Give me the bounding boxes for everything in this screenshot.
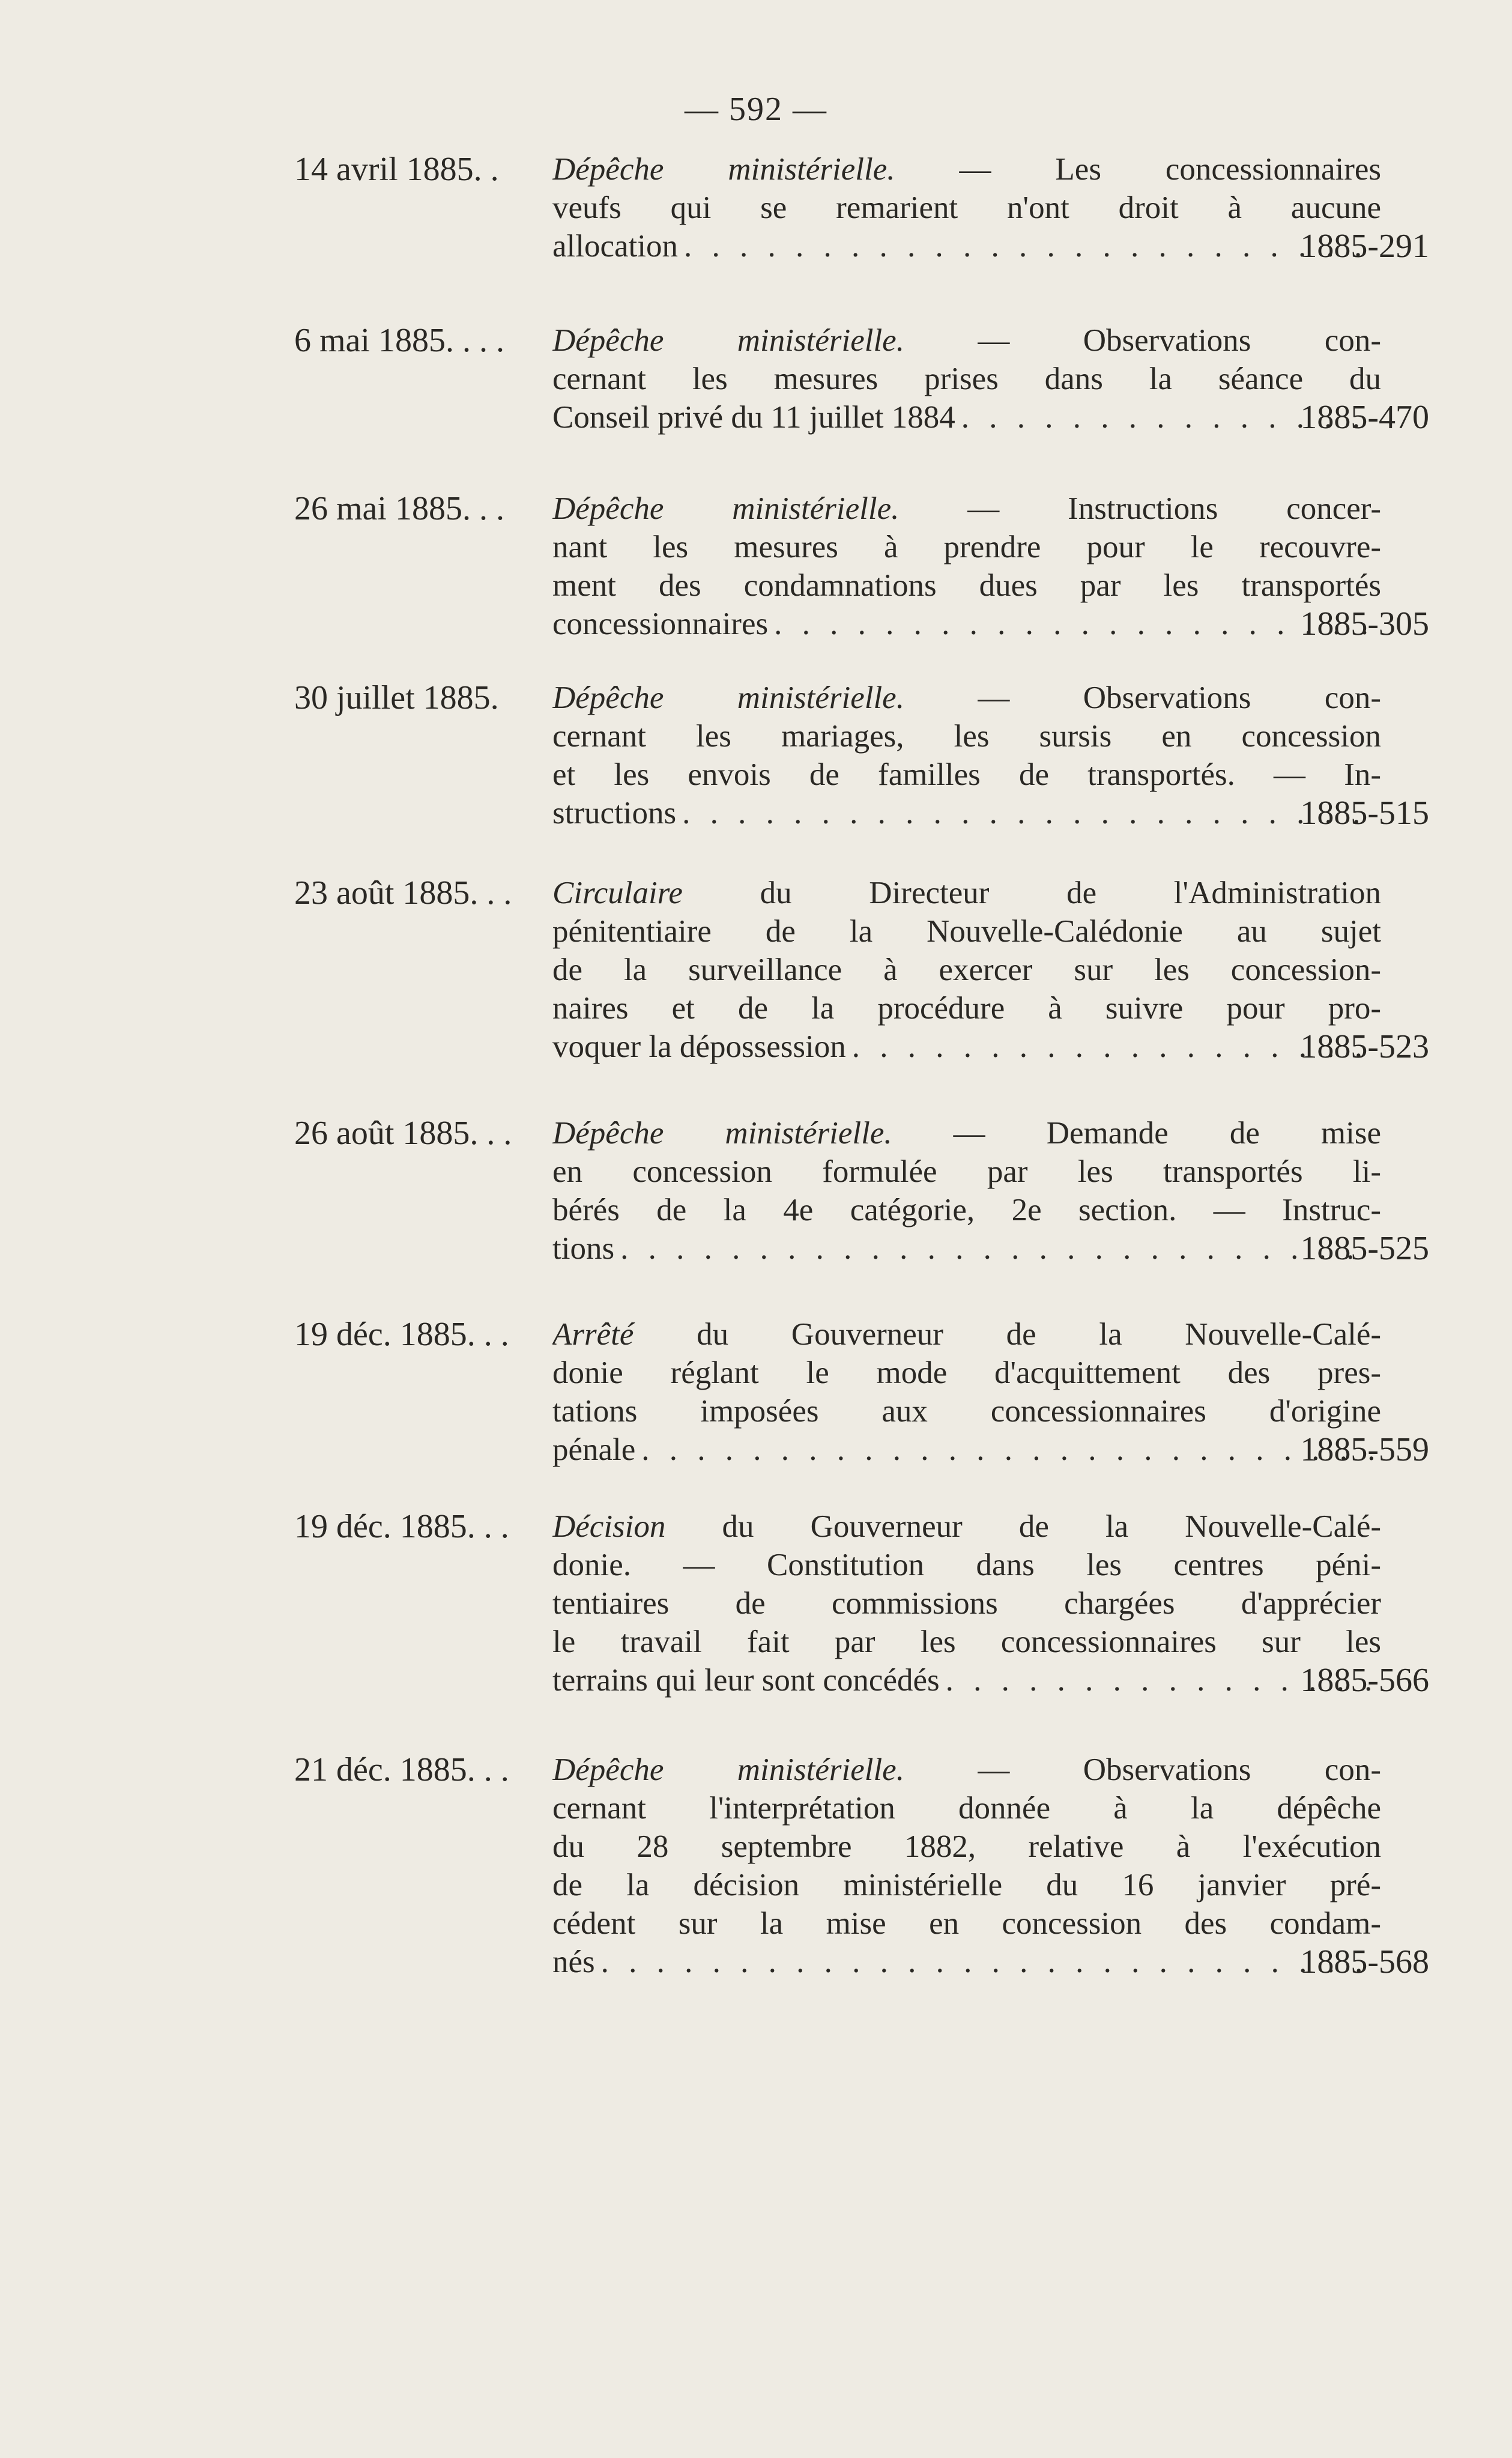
entry-text: de la surveillance à exercer sur les concession- (552, 952, 1381, 987)
entry-line (552, 1354, 1381, 1392)
entry-text: bérés de la 4e catégorie, 2e section. — Instruc- (552, 1193, 1381, 1227)
entry-line (552, 150, 1381, 189)
entry-line (552, 528, 1381, 566)
document-type: Circulaire (552, 876, 683, 910)
entry-line (552, 605, 1381, 643)
entry-line (552, 1315, 1381, 1354)
entry-text: allocation (552, 229, 678, 264)
entry-text: ment des condamnations dues par les transportés (552, 568, 1381, 603)
dot-leader (641, 1430, 1375, 1469)
entry-date: 26 août 1885. . . (294, 1115, 512, 1152)
entry-line (552, 1152, 1381, 1191)
entry-line (552, 1507, 1381, 1546)
entry-line (552, 717, 1381, 755)
entry-text: — Observations con- (978, 680, 1381, 715)
reference-number: 1885-568 (1300, 1943, 1429, 1981)
entry-line (552, 1623, 1381, 1661)
reference-number: 1885-305 (1300, 605, 1429, 643)
entry-text: pénitentiaire de la Nouvelle-Calédonie au sujet (552, 914, 1381, 949)
entry-line (552, 794, 1381, 832)
reference-number: 1885-559 (1300, 1431, 1429, 1468)
entry-date: 19 déc. 1885. . . (294, 1508, 509, 1545)
entry-text: nés (552, 1945, 595, 1979)
entry-text: voquer la dépossession (552, 1029, 846, 1064)
document-type: Arrêté (552, 1317, 634, 1352)
entry-line (552, 1392, 1381, 1430)
entry-text: donie. — Constitution dans les centres péni- (552, 1548, 1381, 1582)
entry-line (552, 566, 1381, 605)
entry-date: 19 déc. 1885. . . (294, 1316, 509, 1353)
entry-date: 23 août 1885. . . (294, 874, 512, 912)
entry-text: tations imposées aux concessionnaires d'origine (552, 1394, 1381, 1429)
entry-text: nant les mesures à prendre pour le recouvre- (552, 530, 1381, 565)
entry-description (552, 679, 1381, 832)
reference-number: 1885-523 (1300, 1028, 1429, 1065)
reference-number: 1885-515 (1300, 795, 1429, 832)
entry-line (552, 1430, 1381, 1469)
entry-line (552, 1114, 1381, 1152)
entry-text: de la décision ministérielle du 16 janvier pré- (552, 1868, 1381, 1903)
entry-description (552, 1751, 1381, 1981)
entry-date: 6 mai 1885. . . . (294, 322, 504, 359)
entry-line (552, 912, 1381, 951)
entry-line (552, 489, 1381, 528)
entry-line (552, 1789, 1381, 1827)
entry-text: le travail fait par les concessionnaires sur les (552, 1624, 1381, 1659)
entry-text: cédent sur la mise en concession des condam- (552, 1906, 1381, 1941)
entry-line (552, 1229, 1381, 1268)
reference-number: 1885-566 (1300, 1662, 1429, 1699)
document-type: Dépêche ministérielle. (552, 1116, 892, 1151)
entry-date: 26 mai 1885. . . (294, 490, 504, 527)
page-number: — 592 — (685, 91, 827, 128)
entry-text: — Instructions concer- (967, 491, 1381, 526)
document-type: Dépêche ministérielle. (552, 152, 895, 187)
entry-line (552, 360, 1381, 398)
entry-text: du Gouverneur de la Nouvelle-Calé- (697, 1317, 1381, 1352)
entry-line (552, 1943, 1381, 1981)
document-type: Dépêche ministérielle. (552, 1752, 904, 1787)
entry-text: cernant les mariages, les sursis en concession (552, 719, 1381, 754)
entry-date: 14 avril 1885. . (294, 151, 499, 188)
entry-description (552, 489, 1381, 643)
entry-line (552, 321, 1381, 360)
entry-text: naires et de la procédure à suivre pour pro- (552, 991, 1381, 1026)
entry-line (552, 951, 1381, 989)
dot-leader (601, 1943, 1375, 1981)
entry-description (552, 150, 1381, 265)
entry-description (552, 1507, 1381, 1700)
document-type: Dépêche ministérielle. (552, 680, 904, 715)
entry-line (552, 1546, 1381, 1584)
entry-text: Conseil privé du 11 juillet 1884 (552, 400, 955, 435)
entry-line (552, 989, 1381, 1028)
document-type: Dépêche ministérielle. (552, 323, 904, 358)
entry-date: 30 juillet 1885. (294, 679, 499, 716)
entry-text: et les envois de familles de transportés. — In- (552, 757, 1381, 792)
reference-number: 1885-470 (1300, 399, 1429, 436)
entry-line (552, 189, 1381, 227)
entry-line (552, 1866, 1381, 1904)
dot-leader (620, 1229, 1375, 1268)
entry-text: en concession formulée par les transportés li- (552, 1154, 1381, 1189)
dot-leader (684, 227, 1375, 265)
entry-text: pénale (552, 1432, 636, 1467)
entry-line (552, 1028, 1381, 1066)
entry-text: — Les concessionnaires (959, 152, 1381, 187)
entry-description (552, 1315, 1381, 1469)
entry-text: — Demande de mise (953, 1116, 1381, 1151)
entry-date: 21 déc. 1885. . . (294, 1751, 509, 1788)
entry-line (552, 679, 1381, 717)
entry-line (552, 1584, 1381, 1623)
entry-line (552, 1661, 1381, 1700)
entry-description (552, 1114, 1381, 1268)
entry-text: du Gouverneur de la Nouvelle-Calé- (722, 1509, 1381, 1544)
entry-description (552, 321, 1381, 437)
document-type: Dépêche ministérielle. (552, 491, 900, 526)
document-type: Décision (552, 1509, 666, 1544)
dot-leader (682, 794, 1375, 832)
entry-text: du 28 septembre 1882, relative à l'exécution (552, 1829, 1381, 1864)
reference-number: 1885-525 (1300, 1230, 1429, 1267)
entry-text: terrains qui leur sont concédés (552, 1663, 940, 1698)
entry-text: du Directeur de l'Administration (760, 876, 1381, 910)
entry-line (552, 1827, 1381, 1866)
entry-description (552, 874, 1381, 1066)
entry-text: donie réglant le mode d'acquittement des pres- (552, 1355, 1381, 1390)
entry-line (552, 874, 1381, 912)
entry-text: — Observations con- (978, 1752, 1381, 1787)
entry-text: cernant les mesures prises dans la séance du (552, 362, 1381, 396)
entry-text: cernant l'interprétation donnée à la dépêche (552, 1791, 1381, 1826)
entry-text: — Observations con- (978, 323, 1381, 358)
entry-line (552, 1904, 1381, 1943)
entry-line (552, 1751, 1381, 1789)
entry-line (552, 227, 1381, 265)
entry-line (552, 1191, 1381, 1229)
entry-text: structions (552, 796, 677, 831)
entry-line (552, 398, 1381, 437)
reference-number: 1885-291 (1300, 228, 1429, 265)
entry-text: tentiaires de commissions chargées d'apprécier (552, 1586, 1381, 1621)
entry-text: veufs qui se remarient n'ont droit à aucune (552, 190, 1381, 225)
entry-text: tions (552, 1231, 615, 1266)
entry-line (552, 755, 1381, 794)
entry-text: concessionnaires (552, 607, 769, 641)
